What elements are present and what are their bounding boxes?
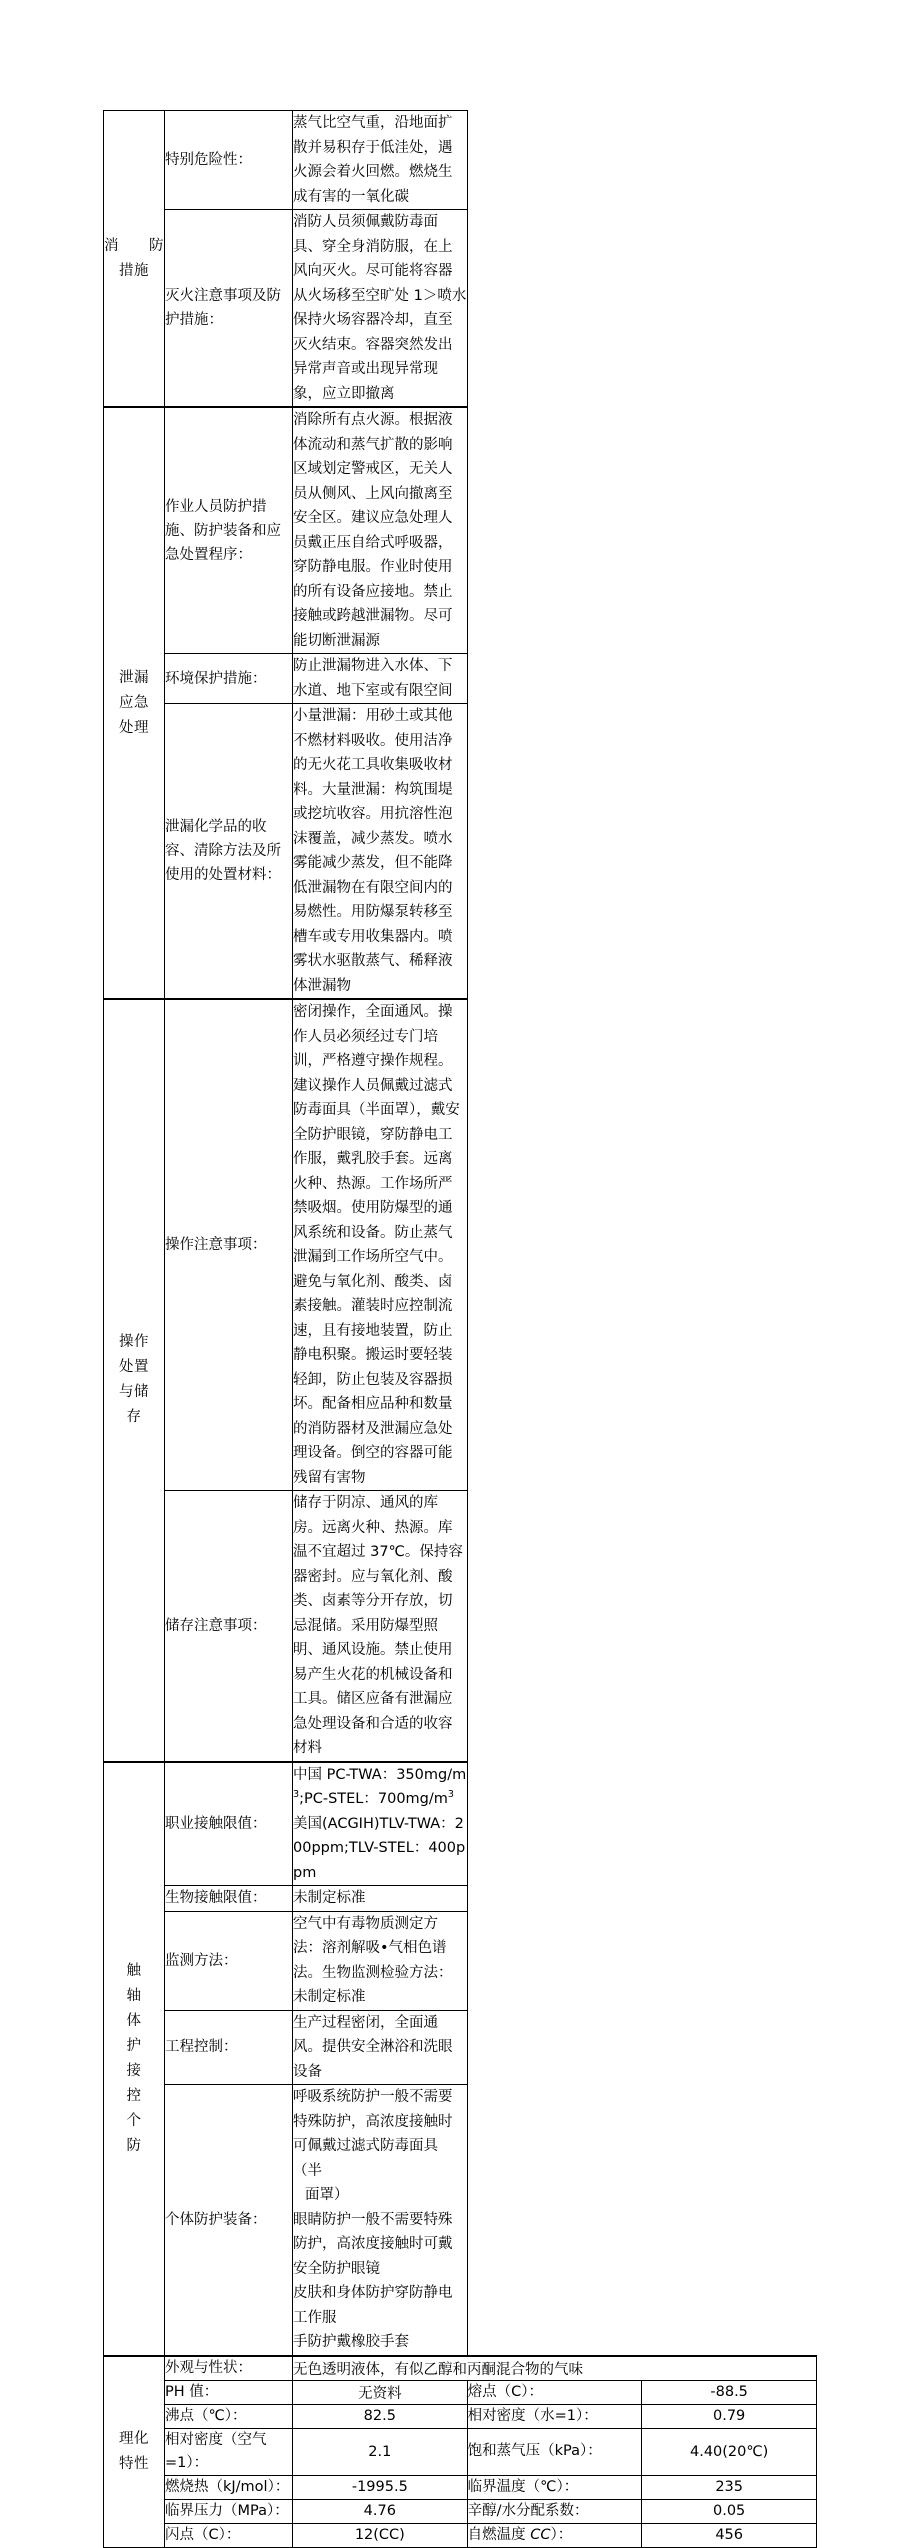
prop-value-critical-temperature: 235: [642, 2475, 817, 2499]
row-value-monitoring-methods: 空气中有毒物质测定方法：溶剂解吸•气相色谱法。生物监测检验方法：未制定标准: [293, 1911, 468, 2010]
prop-key-critical-temperature: 临界温度（℃）：: [467, 2475, 642, 2499]
section-label-line: 特性: [119, 2455, 149, 2472]
autoignition-unit: CC: [530, 2526, 551, 2543]
prop-key-octanol-water-coefficient: 辛醇/水分配系数：: [467, 2499, 642, 2523]
row-value-biological-limits: 未制定标准: [293, 1886, 468, 1912]
table-row: [104, 2380, 817, 2404]
row-value-environmental-protection: 防止泄漏物进入水体、下水道、地下室或有限空间: [293, 654, 468, 704]
section-label-line: 处置: [119, 1359, 149, 1376]
row-value-handling-precautions: 密闭操作，全面通风。操作人员必须经过专门培训，严格遵守操作规程。建议操作人员佩戴过滤式防毒面具（半面罩），戴安全防护眼镜，穿防静电工作服，戴乳胶手套。远离火种、热源。工作场所严禁吸烟。使用防爆型的通风系统和设备。防止蒸气泄漏到工作场所空气中。避免与氧化剂、酸类、卤素接触。灌装时应控制流速，且有接地装置，防止静电积聚。搬运时要轻装轻卸，防止包装及容器损坏。配备相应品种和数量的消防器材及泄漏应急处理设备。倒空的容器可能残留有害物: [293, 999, 468, 1491]
table-row: [104, 2428, 817, 2475]
table-row: [104, 2499, 817, 2523]
table-row: [104, 2404, 817, 2428]
row-value-occupational-exposure-limits: [293, 1762, 468, 1886]
prop-key-relative-density-water: 相对密度（水=1）：: [467, 2404, 642, 2428]
row-key-biological-limits: 生物接触限值：: [165, 1886, 293, 1912]
table-row: [104, 654, 817, 704]
row-key-ppe: 个体防护装备：: [165, 2085, 293, 2356]
section-label-physical-chemical: [104, 2356, 165, 2548]
table-row: [104, 111, 817, 210]
row-key-engineering-controls: 工程控制：: [165, 2010, 293, 2085]
table-row: [104, 704, 817, 1000]
table-row: [104, 407, 817, 654]
row-key-environmental-protection: 环境保护措施：: [165, 654, 293, 704]
prop-value-heat-of-combustion: -1995.5: [293, 2475, 468, 2499]
section-label-exposure-controls: [104, 1762, 165, 2356]
table-row: [104, 1911, 817, 2010]
ppe-line: 手防护戴橡胶手套: [293, 2334, 409, 2350]
section-label-char: 接: [126, 2062, 142, 2079]
ppe-line: 呼吸系统防护一般不需要特殊防护，高浓度接触时可佩戴过滤式防毒面具（半: [293, 2089, 453, 2179]
table-row: [104, 210, 817, 408]
label-char: 防: [149, 237, 164, 254]
section-label-char: 体: [126, 2012, 142, 2029]
row-key-occupational-exposure-limits: 职业接触限值：: [165, 1762, 293, 1886]
prop-key-flash-point: 闪点（C）：: [165, 2523, 293, 2547]
section-label-char: 护: [126, 2037, 142, 2054]
prop-value-ph: 无资料: [293, 2380, 468, 2404]
prop-key-ph: PH 值：: [165, 2380, 293, 2404]
ppe-line: 眼睛防护一般不需要特殊防护，高浓度接触时可戴安全防护眼镜: [293, 2211, 453, 2277]
row-key-appearance: 外观与性状：: [165, 2356, 293, 2381]
section-label-line: 与储: [119, 1384, 149, 1401]
section-label-char: 轴: [126, 1987, 142, 2004]
prop-key-boiling-point: 沸点（℃）：: [165, 2404, 293, 2428]
section-label-line: 存: [126, 1409, 142, 1426]
row-value-appearance: 无色透明液体，有似乙醇和丙酮混合物的气味: [293, 2356, 817, 2381]
section-label-line: 泄漏: [119, 669, 149, 686]
prop-key-autoignition-temperature: 自燃温度 CC）：: [467, 2523, 642, 2547]
section-label-line: 消 防: [104, 234, 164, 259]
prop-value-melting-point: -88.5: [642, 2380, 817, 2404]
table-row: [104, 2356, 817, 2381]
row-key-monitoring-methods: 监测方法：: [165, 1911, 293, 2010]
section-label-line: 操作: [119, 1334, 149, 1351]
prop-key-relative-density-air: 相对密度（空气=1）：: [165, 2428, 293, 2475]
row-value-ppe: [293, 2085, 468, 2356]
section-label-line: 处理: [119, 719, 149, 736]
section-label-line: 措施: [119, 262, 149, 279]
section-label-char: 防: [126, 2137, 142, 2154]
section-label-fire-fighting: [104, 111, 165, 408]
prop-key-critical-pressure: 临界压力（MPa）：: [165, 2499, 293, 2523]
row-value-engineering-controls: 生产过程密闭，全面通风。提供安全淋浴和洗眼设备: [293, 2010, 468, 2085]
row-key-handling-precautions: 操作注意事项：: [165, 999, 293, 1491]
row-key-special-hazard: 特别危险性：: [165, 111, 293, 210]
section-label-char: 个: [126, 2112, 142, 2129]
section-label-char: 控: [126, 2087, 142, 2104]
row-value-containment-cleanup: 小量泄漏：用砂土或其他不燃材料吸收。使用洁净的无火花工具收集吸收材料。大量泄漏：构筑围堤或挖坑收容。用抗溶性泡沫覆盖，减少蒸发。喷水雾能减少蒸发，但不能降低泄漏物在有限空间内的易燃性。用防爆泵转移至槽车或专用收集器内。喷雾状水驱散蒸气、稀释液体泄漏物: [293, 704, 468, 1000]
oel-line-china: 中国 PC-TWA：$350mg/m^3;PC$-STEL：$700mg/m^3$: [293, 1766, 467, 1807]
section-label-handling-storage: [104, 999, 165, 1762]
table-row: [104, 2475, 817, 2499]
row-value-worker-protection: 消除所有点火源。根据液体流动和蒸气扩散的影响区域划定警戒区，无关人员从侧风、上风向撤离至安全区。建议应急处理人员戴正压自给式呼吸器，穿防静电服。作业时使用的所有设备应接地。禁止接触或跨越泄漏物。尽可能切断泄漏源: [293, 407, 468, 654]
row-key-storage-precautions: 储存注意事项：: [165, 1491, 293, 1762]
table-row: [104, 2523, 817, 2547]
prop-value-flash-point: 12(CC): [293, 2523, 468, 2547]
section-label-line: 应急: [119, 694, 149, 711]
section-label-line: 理化: [119, 2430, 149, 2447]
ppe-line: 面罩）: [305, 2187, 349, 2203]
table-row: [104, 2085, 817, 2356]
table-row: [104, 1762, 817, 1886]
table-row: [104, 1886, 817, 1912]
row-value-firefighting-precautions: 消防人员须佩戴防毒面具、穿全身消防服，在上风向灭火。尽可能将容器从火场移至空旷处 1＞喷水保持火场容器冷却，直至灭火结束。容器突然发出异常声音或出现异常现象，应立即撤离: [293, 210, 468, 408]
prop-value-relative-density-water: 0.79: [642, 2404, 817, 2428]
row-key-firefighting-precautions: 灭火注意事项及防护措施：: [165, 210, 293, 408]
table-row: [104, 2010, 817, 2085]
prop-key-melting-point: 熔点（C）：: [467, 2380, 642, 2404]
prop-value-boiling-point: 82.5: [293, 2404, 468, 2428]
section-label-leak-emergency: [104, 407, 165, 999]
table-row: [104, 999, 817, 1491]
superscript: 3: [293, 1789, 300, 1801]
prop-value-autoignition-temperature: 456: [642, 2523, 817, 2547]
prop-value-critical-pressure: 4.76: [293, 2499, 468, 2523]
row-value-special-hazard: 蒸气比空气重，沿地面扩散并易积存于低洼处，遇火源会着火回燃。燃烧生成有害的一氧化碳: [293, 111, 468, 210]
prop-key-heat-of-combustion: 燃烧热（kJ/mol）：: [165, 2475, 293, 2499]
prop-value-octanol-water-coefficient: 0.05: [642, 2499, 817, 2523]
prop-value-relative-density-air: 2.1: [293, 2428, 468, 2475]
superscript: 3: [447, 1789, 454, 1801]
row-value-storage-precautions: 储存于阴凉、通风的库房。远离火种、热源。库温不宜超过 37℃。保持容器密封。应与氧化剂、酸类、卤素等分开存放，切忌混储。采用防爆型照明、通风设施。禁止使用易产生火花的机械设备和工具。储区应备有泄漏应急处理设备和合适的收容材料: [293, 1491, 468, 1762]
oel-line-usa: 美国(ACGIH)TLV-TWA：200ppm;TLV-STEL：400ppm: [293, 1815, 466, 1881]
section-label-char: 触: [126, 1962, 142, 1979]
msds-table: [103, 110, 817, 2548]
prop-key-vapor-pressure: 饱和蒸气压（kPa）：: [467, 2428, 642, 2475]
prop-value-vapor-pressure: 4.40(20℃): [642, 2428, 817, 2475]
row-key-worker-protection: 作业人员防护措施、防护装备和应急处置程序：: [165, 407, 293, 654]
table-row: [104, 1491, 817, 1762]
row-key-containment-cleanup: 泄漏化学品的收容、清除方法及所使用的处置材料：: [165, 704, 293, 1000]
ppe-line: 皮肤和身体防护穿防静电工作服: [293, 2285, 453, 2326]
